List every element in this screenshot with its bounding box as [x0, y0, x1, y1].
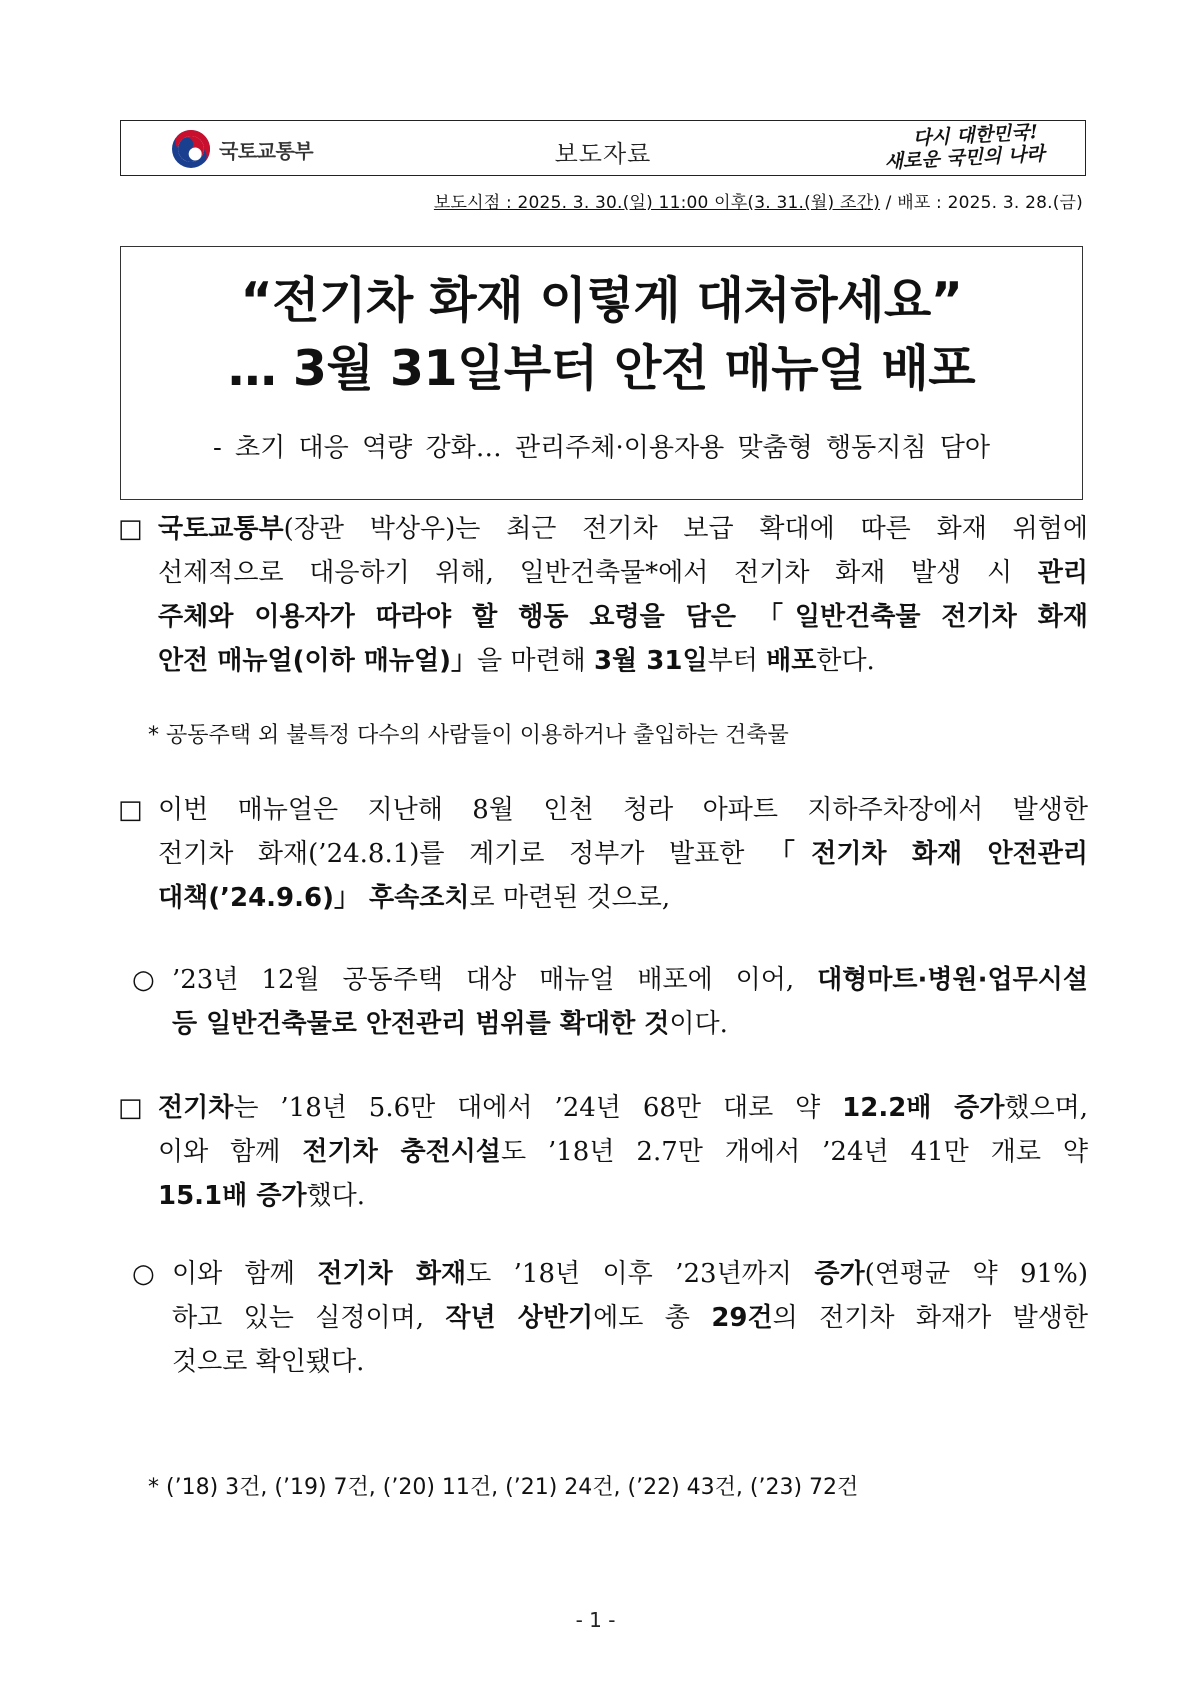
release-timing: 보도시점 : 2025. 3. 30.(일) 11:00 이후(3. 31.(월) 조간) — [433, 193, 881, 213]
circle-bullet: ○ — [132, 1259, 155, 1289]
square-bullet: □ — [118, 514, 143, 544]
slogan-line-1: 다시 대한민국! — [912, 121, 1039, 150]
slogan-line-2: 새로운 국민의 나라 — [884, 142, 1046, 174]
main-title-line-1: “전기차 화재 이렇게 대처하세요” — [240, 272, 963, 329]
main-title — [121, 267, 1082, 403]
paragraph-4: □ 전기차는 ’18년 5.6만 대에서 ’24년 68만 대로 약 12.2배 증가했으며, 이와 함께 전기차 충전시설도 ’18년 2.7만 개에서 ’24년 41만 개로 약 15.1배 증가했다. — [118, 1086, 1088, 1218]
page-number: - 1 - — [575, 1608, 616, 1632]
distribution-date: / 배포 : 2025. 3. 28.(금) — [880, 193, 1083, 213]
ministry-bold: 국토교통부 — [158, 514, 284, 544]
circle-bullet: ○ — [132, 965, 155, 995]
doc-type-label: 보도자료 — [554, 140, 652, 168]
paragraph-1: □ 국토교통부(장관 박상우)는 최근 전기차 보급 확대에 따른 화재 위험에 선제적으로 대응하기 위해, 일반건축물*에서 전기차 화재 발생 시 관리 주체와 이용자가 따라야 할 행동 요령을 담은 「일반건축물 전기차 화재 안전 매뉴얼(이하 매뉴얼)」을 마련해 3월 31일부터 배포한다. — [118, 507, 1088, 683]
square-bullet: □ — [118, 795, 143, 825]
paragraph-2: □ 이번 매뉴얼은 지난해 8월 인천 청라 아파트 지하주차장에서 발생한 전기차 화재(’24.8.1)를 계기로 정부가 발표한 「전기차 화재 안전관리 대책(’24.9.6)」 후속조치로 마련된 것으로, — [118, 788, 1088, 920]
release-info — [434, 188, 1083, 213]
header-box — [120, 120, 1086, 176]
ministry-name: 국토교통부 — [219, 138, 314, 163]
paragraph-5: ○ 이와 함께 전기차 화재도 ’18년 이후 ’23년까지 증가(연평균 약 91%) 하고 있는 실정이며, 작년 상반기에도 총 29건의 전기차 화재가 발생한 것으로 확인됐다. — [132, 1252, 1088, 1384]
main-title-line-2: … 3월 31일부터 안전 매뉴얼 배포 — [227, 340, 976, 397]
footnote-2: * (’18) 3건, (’19) 7건, (’20) 11건, (’21) 24건, (’22) 43건, (’23) 72건 — [148, 1475, 859, 1500]
sub-title: - 초기 대응 역량 강화… 관리주체·이용자용 맞춤형 행동지침 담아 — [212, 433, 991, 463]
square-bullet: □ — [118, 1093, 143, 1123]
title-box — [120, 246, 1083, 500]
footnote-1: * 공동주택 외 불특정 다수의 사람들이 이용하거나 출입하는 건축물 — [148, 723, 789, 748]
paragraph-3: ○ ’23년 12월 공동주택 대상 매뉴얼 배포에 이어, 대형마트·병원·업무시설 등 일반건축물로 안전관리 범위를 확대한 것이다. — [132, 958, 1088, 1046]
